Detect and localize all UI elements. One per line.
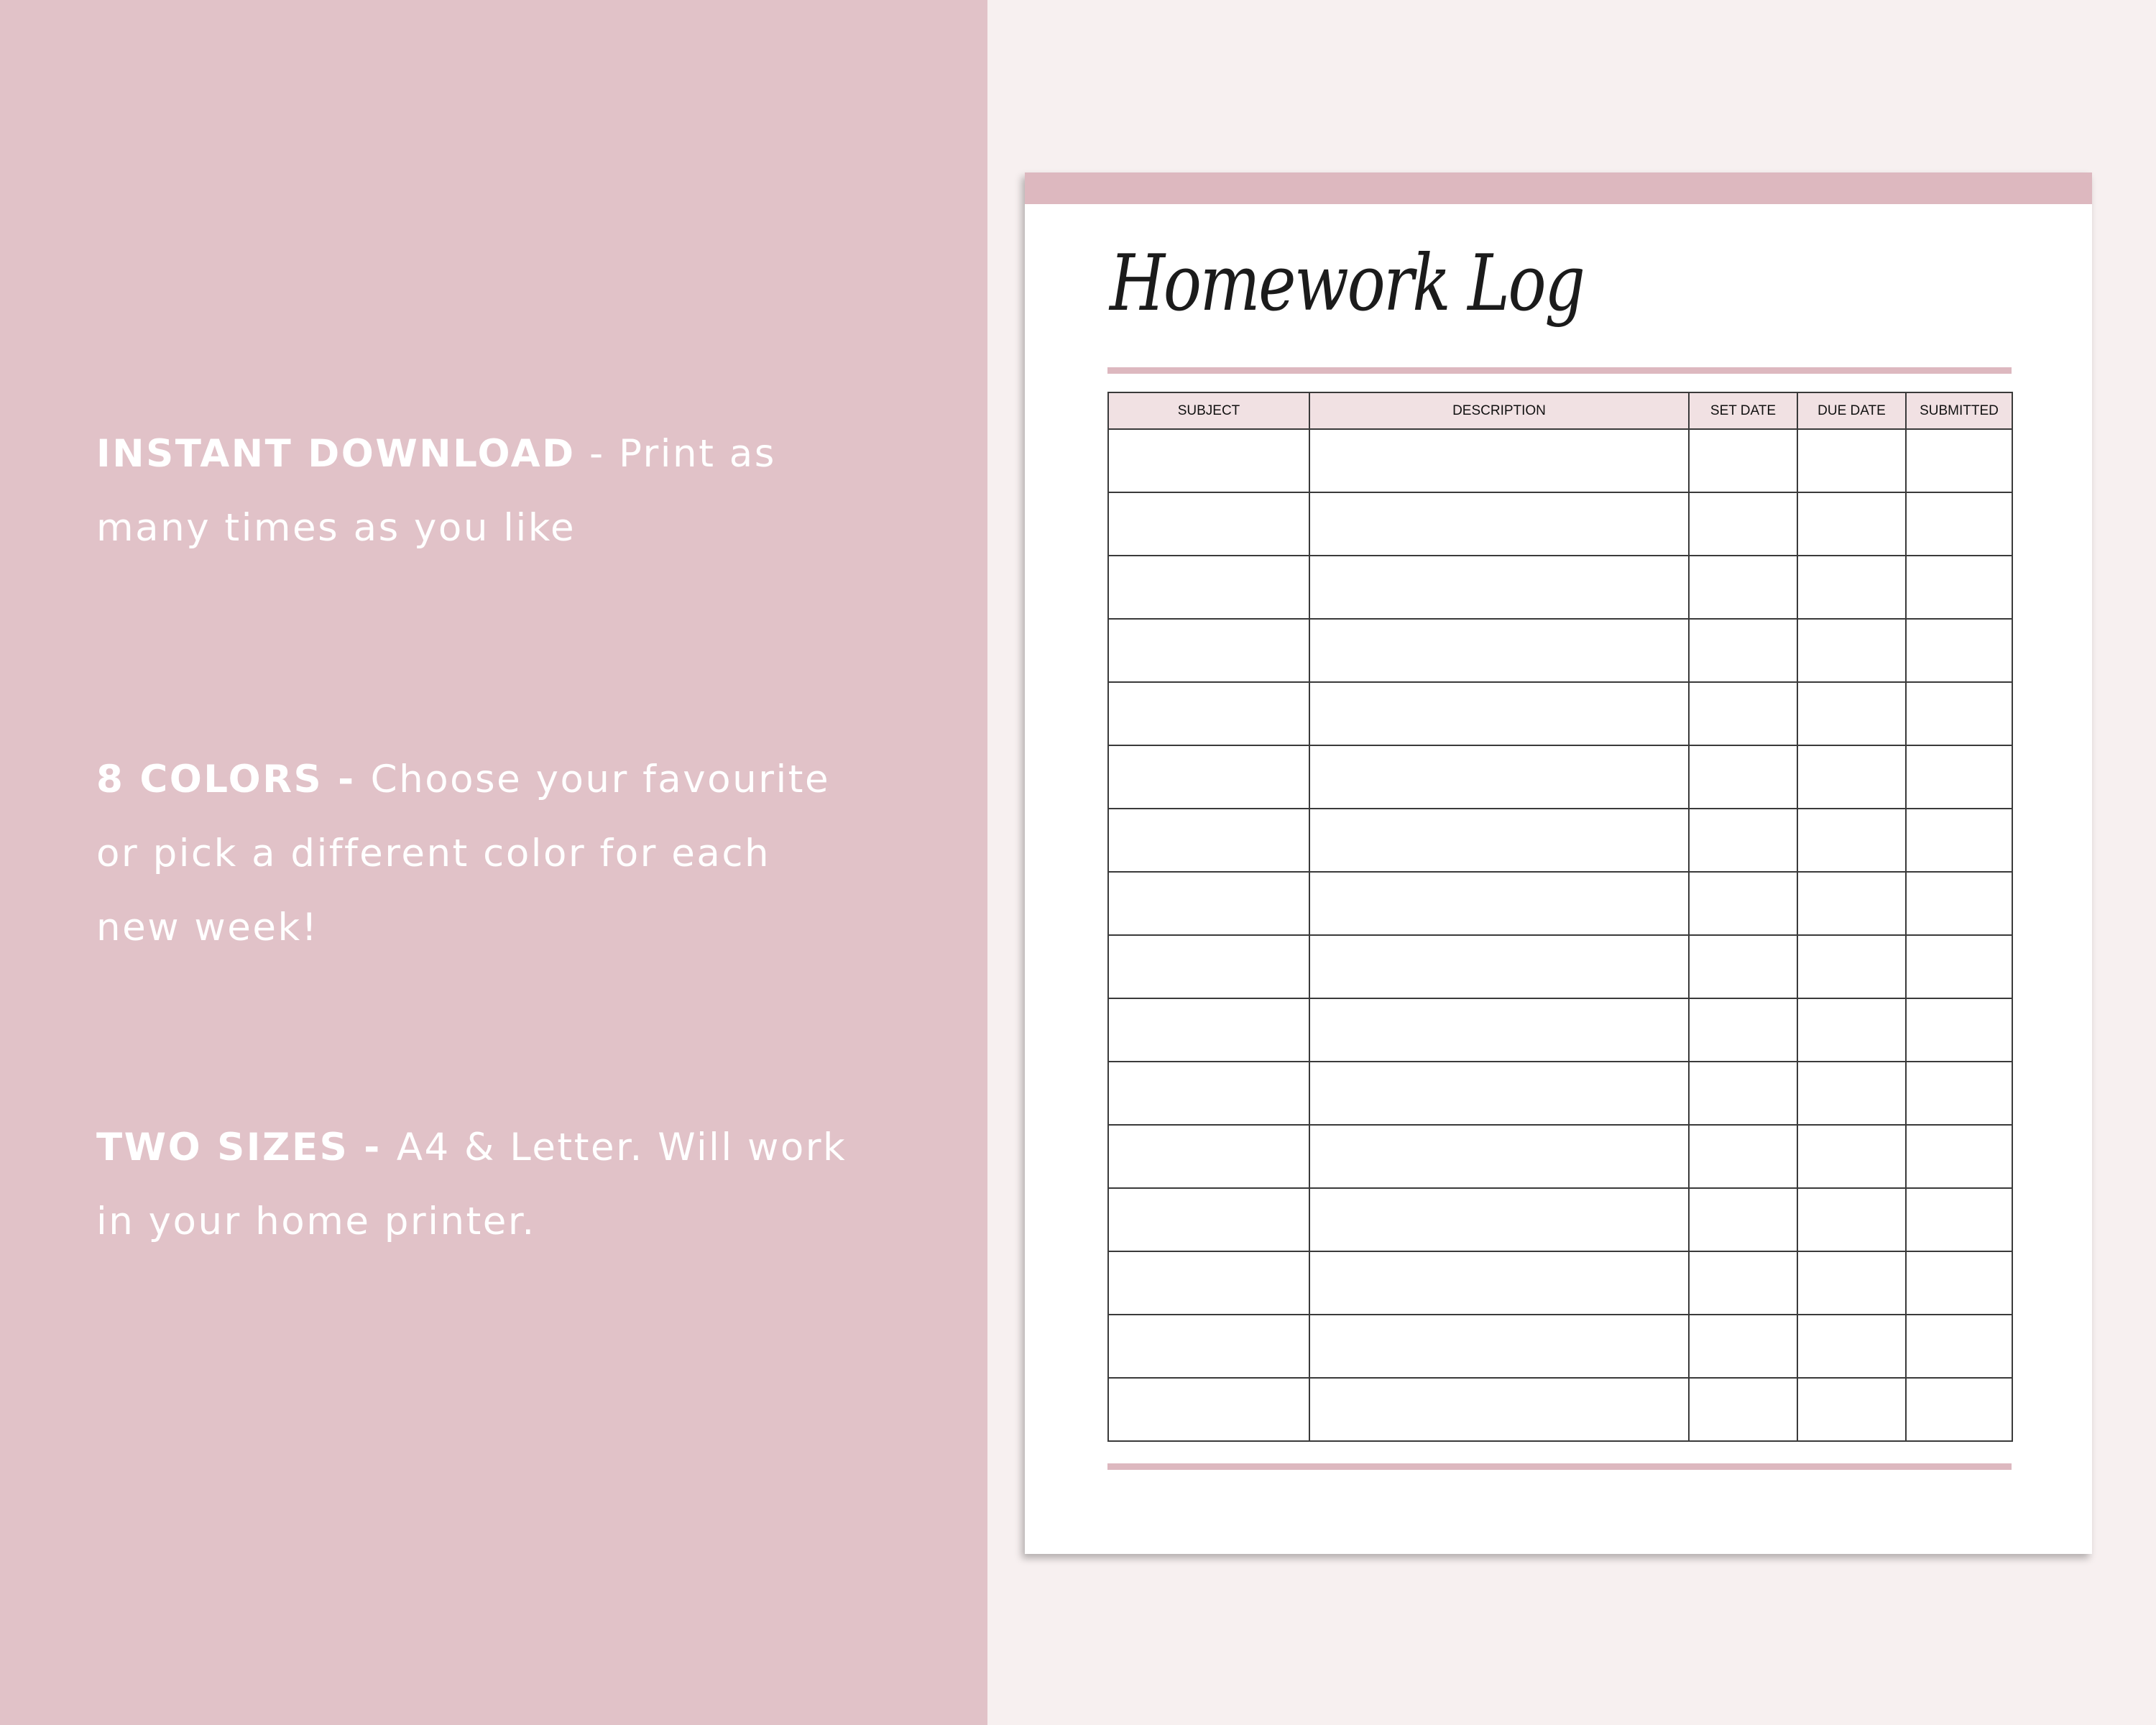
table-cell — [1906, 1315, 2012, 1378]
table-cell — [1309, 1188, 1689, 1251]
feature-heading: TWO SIZES - — [96, 1126, 397, 1169]
table-cell — [1797, 1125, 1906, 1188]
table-cell — [1797, 935, 1906, 998]
table-cell — [1108, 1125, 1309, 1188]
table-cell — [1689, 935, 1797, 998]
table-cell — [1309, 556, 1689, 619]
table-cell — [1797, 872, 1906, 935]
table-row — [1108, 1188, 2012, 1251]
table-row — [1108, 1125, 2012, 1188]
table-cell — [1689, 1188, 1797, 1251]
table-cell — [1108, 1188, 1309, 1251]
table-cell — [1309, 1251, 1689, 1315]
table-row — [1108, 1251, 2012, 1315]
table-row — [1108, 429, 2012, 492]
feature-sizes — [96, 1110, 858, 1259]
table-cell — [1309, 682, 1689, 745]
table-cell — [1309, 619, 1689, 682]
table-row — [1108, 619, 2012, 682]
table-cell — [1906, 935, 2012, 998]
table-cell — [1797, 1251, 1906, 1315]
table-header-row — [1108, 392, 2012, 429]
feature-text: A4 & Letter. Will work in your home printer. — [96, 1126, 847, 1243]
table-cell — [1906, 556, 2012, 619]
table-cell — [1906, 1125, 2012, 1188]
table-cell — [1108, 492, 1309, 556]
table-row — [1108, 556, 2012, 619]
table-cell — [1797, 809, 1906, 872]
table-cell — [1108, 556, 1309, 619]
table-cell — [1108, 1378, 1309, 1441]
table-cell — [1689, 492, 1797, 556]
table-cell — [1108, 935, 1309, 998]
printable-page — [1025, 172, 2092, 1554]
homework-log-table — [1107, 392, 2013, 1442]
column-header-submitted: SUBMITTED — [1906, 392, 2012, 429]
bottom-divider — [1107, 1463, 2012, 1470]
table-cell — [1689, 682, 1797, 745]
feature-colors — [96, 742, 858, 965]
page-title: Homework Log — [1110, 239, 1584, 328]
table-cell — [1108, 872, 1309, 935]
table-cell — [1797, 745, 1906, 809]
feature-text: - Print as many times as you like — [96, 432, 776, 550]
table-cell — [1797, 1062, 1906, 1125]
table-cell — [1108, 682, 1309, 745]
table-cell — [1108, 1062, 1309, 1125]
table-cell — [1108, 1251, 1309, 1315]
feature-heading: INSTANT DOWNLOAD — [96, 432, 576, 476]
table-cell — [1797, 492, 1906, 556]
table-cell — [1689, 745, 1797, 809]
feature-text: Choose your favourite or pick a different color for each new week! — [96, 758, 831, 949]
table-cell — [1797, 429, 1906, 492]
column-header-due-date: DUE DATE — [1797, 392, 1906, 429]
table-cell — [1906, 1188, 2012, 1251]
table-row — [1108, 872, 2012, 935]
table-cell — [1689, 1378, 1797, 1441]
table-cell — [1906, 682, 2012, 745]
table-cell — [1906, 492, 2012, 556]
table-cell — [1309, 809, 1689, 872]
table-cell — [1108, 619, 1309, 682]
table-cell — [1797, 1378, 1906, 1441]
table-cell — [1309, 998, 1689, 1062]
table-row — [1108, 682, 2012, 745]
table-cell — [1309, 429, 1689, 492]
table-row — [1108, 1062, 2012, 1125]
table-cell — [1797, 998, 1906, 1062]
table-row — [1108, 1378, 2012, 1441]
table-cell — [1309, 1315, 1689, 1378]
table-cell — [1689, 1251, 1797, 1315]
table-row — [1108, 809, 2012, 872]
table-cell — [1906, 809, 2012, 872]
table-body — [1108, 429, 2012, 1441]
table-cell — [1108, 998, 1309, 1062]
table-cell — [1906, 998, 2012, 1062]
table-cell — [1108, 429, 1309, 492]
table-cell — [1689, 809, 1797, 872]
table-cell — [1309, 745, 1689, 809]
table-cell — [1108, 809, 1309, 872]
table-cell — [1689, 872, 1797, 935]
table-cell — [1906, 1378, 2012, 1441]
table-cell — [1309, 1378, 1689, 1441]
title-divider — [1107, 367, 2012, 374]
table-cell — [1689, 998, 1797, 1062]
table-row — [1108, 998, 2012, 1062]
page-top-bar — [1025, 172, 2092, 204]
table-row — [1108, 745, 2012, 809]
table-cell — [1797, 682, 1906, 745]
table-cell — [1309, 1125, 1689, 1188]
table-cell — [1797, 1315, 1906, 1378]
table-cell — [1797, 556, 1906, 619]
table-row — [1108, 492, 2012, 556]
column-header-set-date: SET DATE — [1689, 392, 1797, 429]
table-cell — [1309, 1062, 1689, 1125]
table-cell — [1906, 429, 2012, 492]
table-cell — [1689, 429, 1797, 492]
table-cell — [1689, 1125, 1797, 1188]
table-cell — [1906, 872, 2012, 935]
column-header-description: DESCRIPTION — [1309, 392, 1689, 429]
table-cell — [1797, 619, 1906, 682]
table-cell — [1309, 492, 1689, 556]
table-cell — [1689, 619, 1797, 682]
table-cell — [1689, 1315, 1797, 1378]
table-cell — [1108, 745, 1309, 809]
table-cell — [1797, 1188, 1906, 1251]
column-header-subject: SUBJECT — [1108, 392, 1309, 429]
table-row — [1108, 935, 2012, 998]
table-cell — [1906, 1251, 2012, 1315]
table-row — [1108, 1315, 2012, 1378]
table-cell — [1108, 1315, 1309, 1378]
table-cell — [1906, 745, 2012, 809]
table-cell — [1906, 619, 2012, 682]
table-cell — [1906, 1062, 2012, 1125]
feature-heading: 8 COLORS - — [96, 758, 371, 801]
table-cell — [1689, 1062, 1797, 1125]
table-cell — [1309, 872, 1689, 935]
feature-instant-download — [96, 417, 858, 565]
promo-panel — [0, 0, 987, 1725]
table-cell — [1309, 935, 1689, 998]
table-cell — [1689, 556, 1797, 619]
